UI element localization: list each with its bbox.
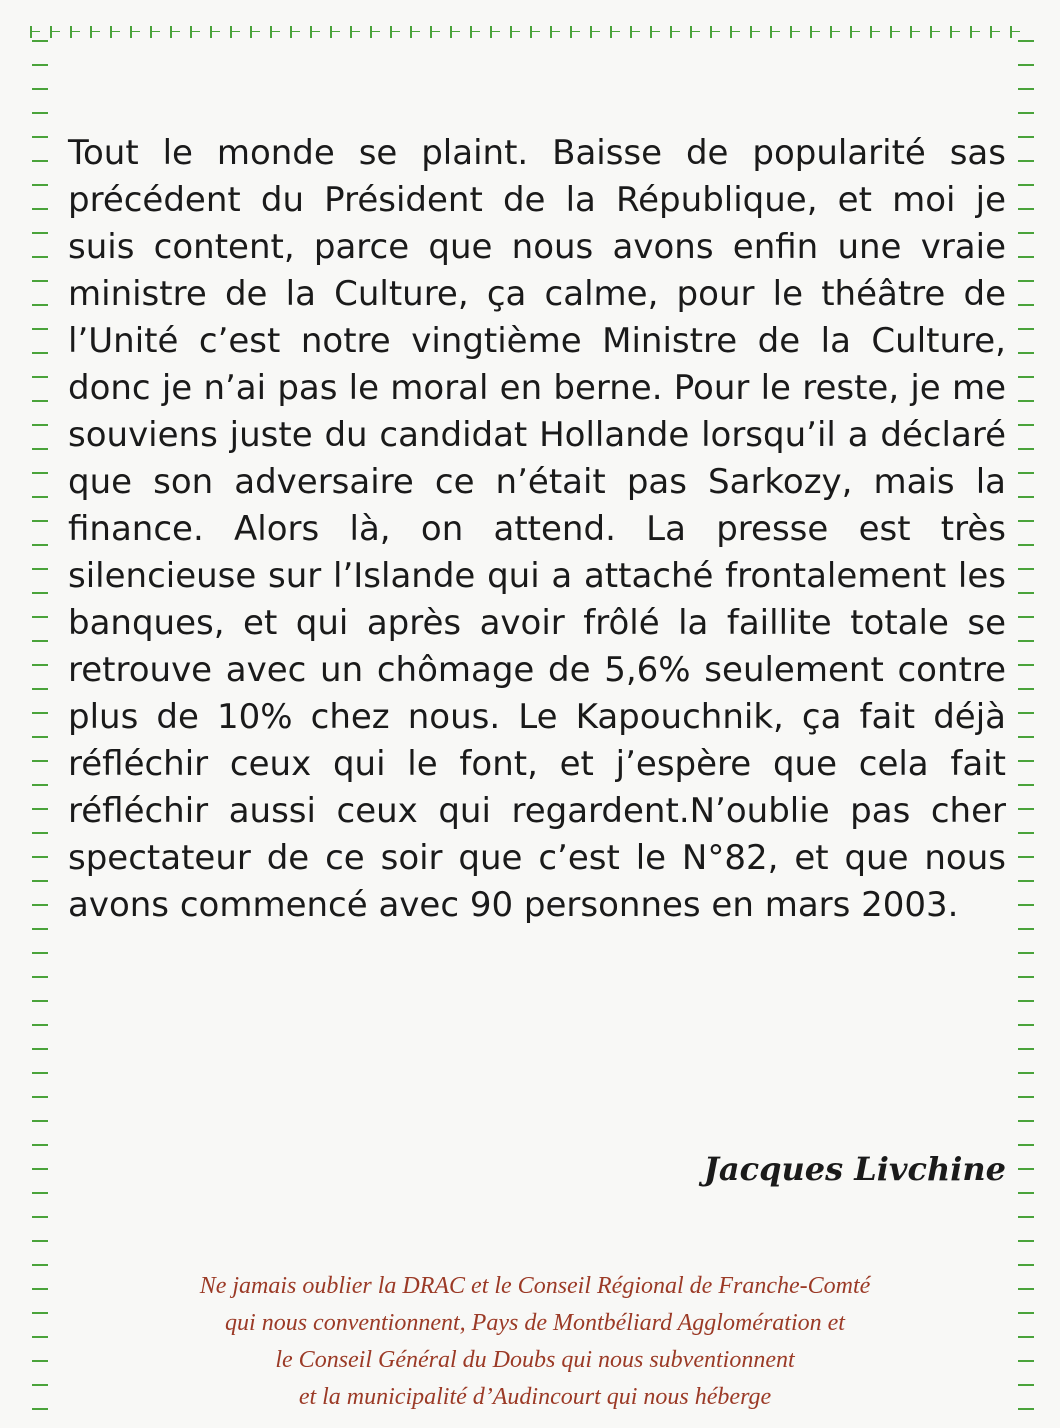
footer-line-4: et la municipalité d’Audincourt qui nous héberge bbox=[298, 1384, 772, 1410]
dashed-border-top bbox=[30, 26, 1030, 38]
dashed-border-left bbox=[32, 40, 48, 1420]
footer-line-2: qui nous conventionnent, Pays de Montbéliard Agglomération et bbox=[225, 1310, 845, 1336]
author-signature: Jacques Livchine bbox=[703, 1150, 1006, 1188]
footer-line-1: Ne jamais oublier la DRAC et le Conseil Régional de Franche-Comté bbox=[199, 1273, 871, 1299]
footer-line-3: le Conseil Général du Doubs qui nous subventionnent bbox=[275, 1347, 795, 1373]
footer-acknowledgement bbox=[60, 1268, 1010, 1416]
body-paragraph: Tout le monde se plaint. Baisse de popularité sas précédent du Président de la République, et moi je suis content, parce que nous avons enfin une vraie ministre de la Culture, ça calme, pour le théâtre de l’Unité c’est notre vingtième Ministre de la Culture, donc je n’ai pas le moral en berne. Pour le reste, je me souviens juste du candidat Hollande lorsqu’il a déclaré que son adversaire ce n’était pas Sarkozy, mais la finance. Alors là, on attend. La presse est très silencieuse sur l’Islande qui a attaché frontalement les banques, et qui après avoir frôlé la faillite totale se retrouve avec un chômage de 5,6% seulement contre plus de 10% chez nous. Le Kapouchnik, ça fait déjà réfléchir ceux qui le font, et j’espère que cela fait réfléchir aussi ceux qui regardent.N’oublie pas cher spectateur de ce soir que c’est le N°82, et que nous avons commencé avec 90 personnes en mars 2003. bbox=[68, 133, 1006, 925]
dashed-border-right bbox=[1018, 40, 1034, 1420]
